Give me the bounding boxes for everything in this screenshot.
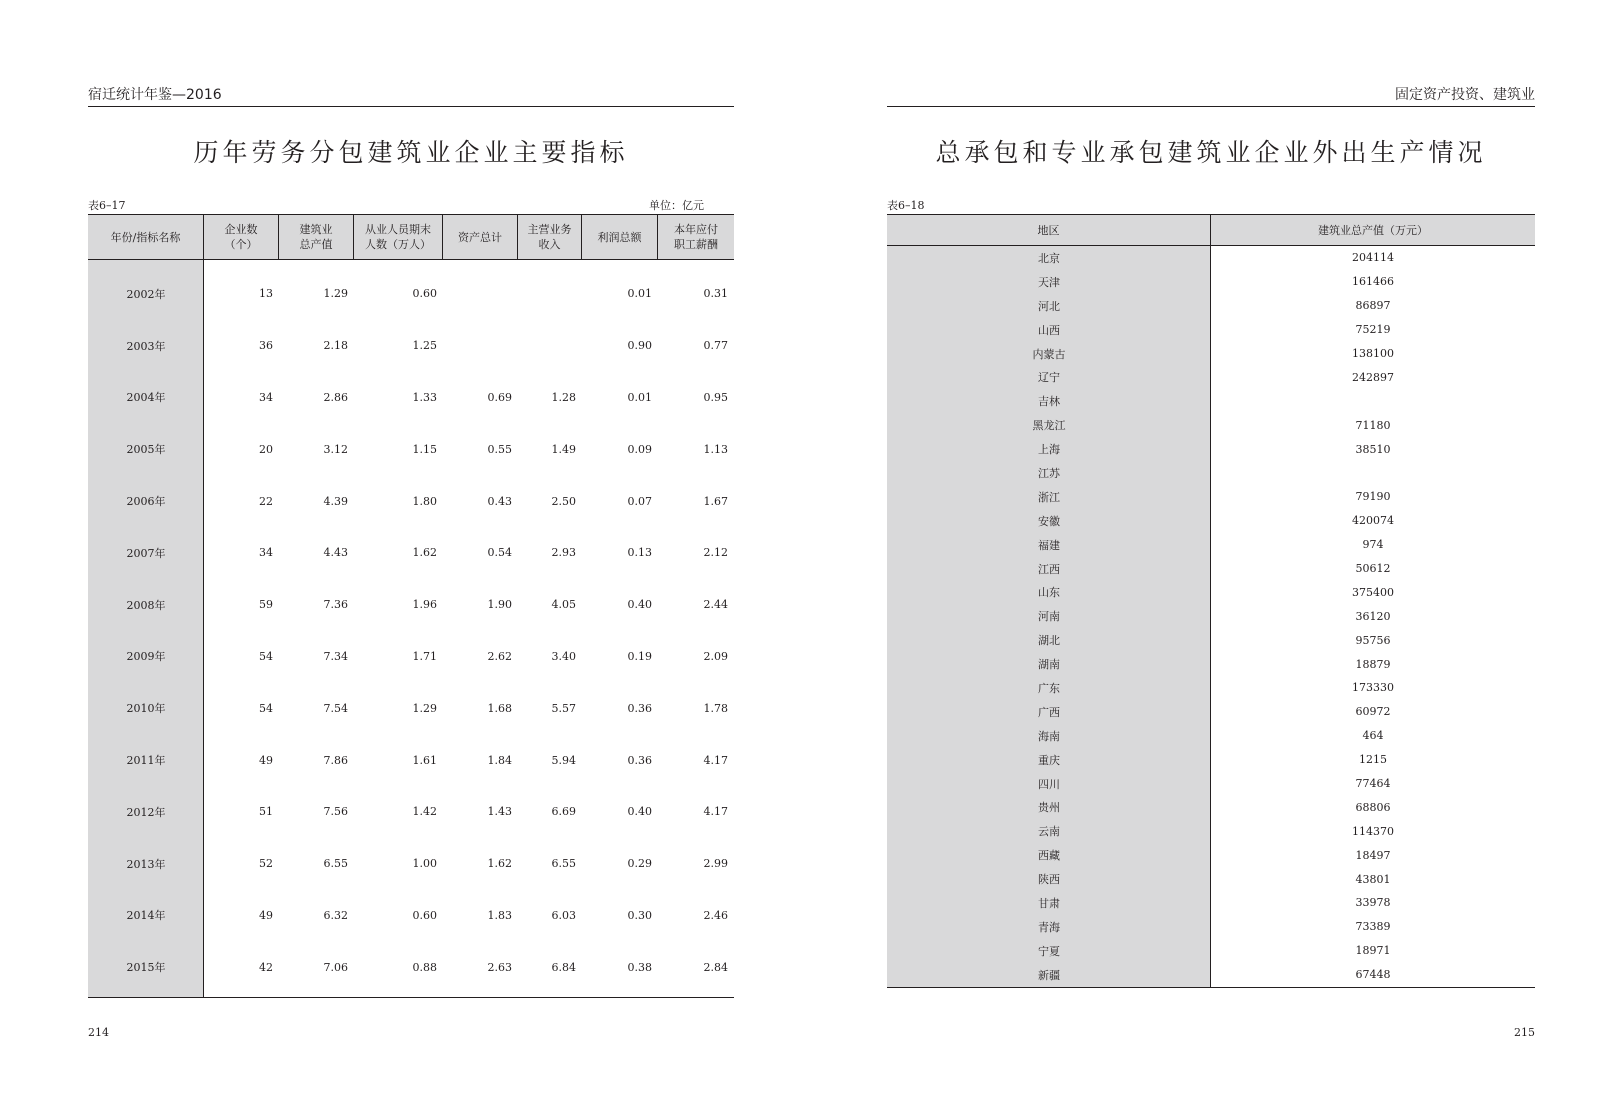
table-row bbox=[887, 795, 1535, 819]
wages-cell: 2.44 bbox=[703, 598, 728, 612]
header-assets: 资产总计 bbox=[443, 215, 518, 259]
table-row bbox=[887, 724, 1535, 748]
firms-cell: 54 bbox=[259, 701, 273, 715]
staff-cell: 1.96 bbox=[412, 598, 437, 612]
table-row bbox=[887, 461, 1535, 485]
revenue-cell: 2.50 bbox=[551, 494, 576, 508]
region-cell: 贵州 bbox=[1038, 801, 1060, 815]
page-number-left: 214 bbox=[88, 1026, 109, 1039]
revenue-cell: 6.55 bbox=[551, 857, 576, 871]
table-title-right: 总承包和专业承包建筑业企业外出生产情况 bbox=[935, 138, 1487, 167]
profit-cell: 0.07 bbox=[627, 494, 652, 508]
firms-cell: 13 bbox=[259, 287, 273, 301]
output-cell: 6.32 bbox=[323, 908, 348, 922]
profit-cell: 0.90 bbox=[627, 339, 652, 353]
table-row bbox=[887, 748, 1535, 772]
output-value-cell: 36120 bbox=[1355, 609, 1391, 623]
table-row bbox=[887, 700, 1535, 724]
running-head-right: 固定资产投资、建筑业 bbox=[887, 84, 1535, 107]
table-row bbox=[887, 437, 1535, 461]
region-cell: 江苏 bbox=[1038, 466, 1060, 480]
region-cell: 天津 bbox=[1038, 275, 1060, 289]
profit-cell: 0.29 bbox=[627, 857, 652, 871]
profit-cell: 0.01 bbox=[627, 390, 652, 404]
table-row bbox=[887, 676, 1535, 700]
staff-cell: 1.71 bbox=[412, 649, 437, 663]
region-cell: 北京 bbox=[1038, 251, 1060, 265]
region-cell: 广东 bbox=[1038, 681, 1060, 695]
table-row bbox=[887, 342, 1535, 366]
year-cell: 2012年 bbox=[126, 805, 166, 819]
header-output: 建筑业 总产值 bbox=[279, 215, 354, 259]
wages-cell: 2.99 bbox=[703, 857, 728, 871]
wages-cell: 1.67 bbox=[703, 494, 728, 508]
table-row bbox=[887, 843, 1535, 867]
running-head-left: 宿迁统计年鉴—2016 bbox=[88, 84, 734, 107]
wages-cell: 2.84 bbox=[703, 960, 728, 974]
output-cell: 2.18 bbox=[323, 339, 348, 353]
output-value-cell: 161466 bbox=[1352, 275, 1394, 289]
assets-cell: 1.90 bbox=[487, 598, 512, 612]
table-row bbox=[88, 579, 734, 631]
assets-cell: 1.84 bbox=[487, 753, 512, 767]
indicators-table bbox=[88, 214, 734, 998]
wages-cell: 4.17 bbox=[703, 805, 728, 819]
output-value-cell: 173330 bbox=[1352, 681, 1394, 695]
revenue-cell: 2.93 bbox=[551, 546, 576, 560]
firms-cell: 54 bbox=[259, 649, 273, 663]
output-value-cell: 75219 bbox=[1355, 323, 1391, 337]
region-cell: 四川 bbox=[1038, 777, 1060, 791]
region-cell: 辽宁 bbox=[1038, 371, 1060, 385]
table-row bbox=[887, 652, 1535, 676]
region-cell: 吉林 bbox=[1038, 395, 1060, 409]
table-row bbox=[887, 413, 1535, 437]
table-row bbox=[887, 628, 1535, 652]
header-year: 年份/指标名称 bbox=[88, 215, 204, 259]
table-row bbox=[88, 631, 734, 683]
wages-cell: 0.31 bbox=[703, 287, 728, 301]
table-row bbox=[887, 294, 1535, 318]
table-row bbox=[887, 270, 1535, 294]
year-cell: 2003年 bbox=[126, 339, 166, 353]
output-value-cell: 114370 bbox=[1352, 824, 1394, 838]
region-cell: 甘肃 bbox=[1038, 896, 1060, 910]
output-value-cell: 38510 bbox=[1355, 442, 1391, 456]
right-page bbox=[887, 0, 1535, 1099]
table-row bbox=[88, 941, 734, 993]
table-row bbox=[88, 890, 734, 942]
staff-cell: 1.00 bbox=[412, 857, 437, 871]
table-row bbox=[88, 527, 734, 579]
table-row bbox=[88, 734, 734, 786]
region-cell: 西藏 bbox=[1038, 849, 1060, 863]
output-cell: 3.12 bbox=[323, 442, 348, 456]
wages-cell: 0.77 bbox=[703, 339, 728, 353]
table-row bbox=[887, 580, 1535, 604]
staff-cell: 0.60 bbox=[412, 908, 437, 922]
staff-cell: 1.15 bbox=[412, 442, 437, 456]
region-cell: 青海 bbox=[1038, 920, 1060, 934]
table-header-row bbox=[887, 215, 1535, 246]
output-value-cell: 204114 bbox=[1352, 251, 1394, 265]
assets-cell: 0.54 bbox=[487, 546, 512, 560]
firms-cell: 49 bbox=[259, 753, 273, 767]
region-cell: 云南 bbox=[1038, 825, 1060, 839]
output-value-cell: 974 bbox=[1362, 538, 1384, 552]
firms-cell: 42 bbox=[259, 960, 273, 974]
staff-cell: 0.60 bbox=[412, 287, 437, 301]
table-row bbox=[887, 533, 1535, 557]
page-number-right: 215 bbox=[1514, 1026, 1535, 1039]
table-row bbox=[88, 268, 734, 320]
header-region: 地区 bbox=[887, 215, 1211, 245]
table-row bbox=[887, 389, 1535, 413]
profit-cell: 0.09 bbox=[627, 442, 652, 456]
table-title-left: 历年劳务分包建筑业企业主要指标 bbox=[193, 138, 629, 167]
header-firms: 企业数 （个） bbox=[204, 215, 279, 259]
region-cell: 陕西 bbox=[1038, 873, 1060, 887]
firms-cell: 52 bbox=[259, 857, 273, 871]
table-number-left: 表6–17 bbox=[88, 199, 126, 212]
table-number-right: 表6–18 bbox=[887, 199, 925, 212]
regional-output-table bbox=[887, 214, 1535, 988]
assets-cell: 1.83 bbox=[487, 908, 512, 922]
assets-cell: 1.62 bbox=[487, 857, 512, 871]
staff-cell: 1.33 bbox=[412, 390, 437, 404]
left-page bbox=[88, 0, 734, 1099]
unit-label: 单位：亿元 bbox=[649, 199, 704, 212]
header-staff: 从业人员期末 人数（万人） bbox=[354, 215, 443, 259]
region-cell: 重庆 bbox=[1038, 753, 1060, 767]
table-row bbox=[887, 485, 1535, 509]
output-cell: 7.06 bbox=[323, 960, 348, 974]
region-cell: 浙江 bbox=[1038, 490, 1060, 504]
year-cell: 2007年 bbox=[126, 546, 166, 560]
revenue-cell: 6.69 bbox=[551, 805, 576, 819]
table-row bbox=[887, 509, 1535, 533]
year-cell: 2005年 bbox=[126, 443, 166, 457]
region-cell: 江西 bbox=[1038, 562, 1060, 576]
output-cell: 1.29 bbox=[323, 287, 348, 301]
profit-cell: 0.13 bbox=[627, 546, 652, 560]
firms-cell: 34 bbox=[259, 546, 273, 560]
year-cell: 2008年 bbox=[126, 598, 166, 612]
profit-cell: 0.40 bbox=[627, 805, 652, 819]
header-revenue: 主营业务 收入 bbox=[518, 215, 582, 259]
profit-cell: 0.38 bbox=[627, 960, 652, 974]
firms-cell: 22 bbox=[259, 494, 273, 508]
year-cell: 2014年 bbox=[126, 909, 166, 923]
output-cell: 2.86 bbox=[323, 390, 348, 404]
output-value-cell: 86897 bbox=[1355, 299, 1391, 313]
firms-cell: 59 bbox=[259, 598, 273, 612]
output-cell: 7.86 bbox=[323, 753, 348, 767]
table-row bbox=[887, 557, 1535, 581]
year-cell: 2015年 bbox=[126, 961, 166, 975]
table-row bbox=[887, 318, 1535, 342]
output-value-cell: 420074 bbox=[1352, 514, 1394, 528]
output-cell: 4.39 bbox=[323, 494, 348, 508]
table-row bbox=[88, 682, 734, 734]
wages-cell: 2.12 bbox=[703, 546, 728, 560]
output-value-cell: 95756 bbox=[1355, 633, 1391, 647]
output-value-cell: 67448 bbox=[1355, 968, 1391, 982]
revenue-cell: 6.03 bbox=[551, 908, 576, 922]
assets-cell: 0.69 bbox=[487, 390, 512, 404]
staff-cell: 1.42 bbox=[412, 805, 437, 819]
wages-cell: 2.46 bbox=[703, 908, 728, 922]
output-value-cell: 50612 bbox=[1355, 562, 1391, 576]
region-cell: 内蒙古 bbox=[1032, 347, 1066, 361]
table-row bbox=[88, 372, 734, 424]
assets-cell: 2.62 bbox=[487, 649, 512, 663]
year-cell: 2009年 bbox=[126, 650, 166, 664]
staff-cell: 1.25 bbox=[412, 339, 437, 353]
table-row bbox=[887, 915, 1535, 939]
revenue-cell: 3.40 bbox=[551, 649, 576, 663]
profit-cell: 0.36 bbox=[627, 701, 652, 715]
region-cell: 河北 bbox=[1038, 299, 1060, 313]
staff-cell: 1.62 bbox=[412, 546, 437, 560]
firms-cell: 49 bbox=[259, 908, 273, 922]
region-cell: 海南 bbox=[1038, 729, 1060, 743]
region-cell: 湖北 bbox=[1038, 634, 1060, 648]
region-cell: 黑龙江 bbox=[1032, 419, 1066, 433]
revenue-cell: 5.94 bbox=[551, 753, 576, 767]
table-header-row bbox=[88, 215, 734, 260]
region-cell: 山西 bbox=[1038, 323, 1060, 337]
wages-cell: 1.78 bbox=[703, 701, 728, 715]
region-cell: 湖南 bbox=[1038, 658, 1060, 672]
profit-cell: 0.01 bbox=[627, 287, 652, 301]
table-row bbox=[88, 423, 734, 475]
output-cell: 4.43 bbox=[323, 546, 348, 560]
profit-cell: 0.36 bbox=[627, 753, 652, 767]
table-row bbox=[887, 604, 1535, 628]
region-cell: 安徽 bbox=[1038, 514, 1060, 528]
year-cell: 2011年 bbox=[126, 754, 166, 768]
year-cell: 2002年 bbox=[126, 287, 166, 301]
profit-cell: 0.19 bbox=[627, 649, 652, 663]
output-cell: 7.36 bbox=[323, 598, 348, 612]
output-value-cell: 138100 bbox=[1352, 347, 1394, 360]
table-body bbox=[887, 246, 1535, 987]
table-row bbox=[887, 867, 1535, 891]
output-value-cell: 18879 bbox=[1355, 657, 1391, 671]
table-row bbox=[88, 475, 734, 527]
region-cell: 福建 bbox=[1038, 538, 1060, 552]
assets-cell: 0.43 bbox=[487, 494, 512, 508]
output-value-cell: 464 bbox=[1362, 729, 1384, 743]
year-cell: 2004年 bbox=[126, 391, 166, 405]
assets-cell: 2.63 bbox=[487, 960, 512, 974]
output-value-cell: 73389 bbox=[1355, 920, 1391, 934]
table-row bbox=[887, 819, 1535, 843]
output-value-cell: 68806 bbox=[1355, 800, 1391, 814]
output-value-cell: 60972 bbox=[1355, 705, 1391, 719]
firms-cell: 34 bbox=[259, 390, 273, 404]
output-cell: 7.54 bbox=[323, 701, 348, 715]
output-cell: 7.56 bbox=[323, 805, 348, 819]
region-cell: 宁夏 bbox=[1038, 944, 1060, 958]
year-cell: 2013年 bbox=[126, 857, 166, 871]
table-row bbox=[887, 246, 1535, 270]
staff-cell: 1.29 bbox=[412, 701, 437, 715]
region-cell: 上海 bbox=[1038, 443, 1060, 457]
firms-cell: 36 bbox=[259, 339, 273, 353]
output-value-cell: 1215 bbox=[1359, 753, 1387, 767]
header-output-value: 建筑业总产值（万元） bbox=[1318, 224, 1428, 237]
output-value-cell: 242897 bbox=[1352, 370, 1394, 384]
table-row bbox=[887, 772, 1535, 796]
assets-cell: 1.43 bbox=[487, 805, 512, 819]
output-value-cell: 79190 bbox=[1355, 490, 1391, 504]
revenue-cell: 1.28 bbox=[551, 390, 576, 404]
staff-cell: 1.80 bbox=[412, 494, 437, 508]
header-profit: 利润总额 bbox=[582, 215, 658, 259]
table-row bbox=[887, 939, 1535, 963]
wages-cell: 1.13 bbox=[703, 442, 728, 456]
wages-cell: 0.95 bbox=[703, 390, 728, 404]
table-row bbox=[887, 365, 1535, 389]
profit-cell: 0.30 bbox=[627, 908, 652, 922]
wages-cell: 4.17 bbox=[703, 753, 728, 767]
output-value-cell: 77464 bbox=[1355, 777, 1391, 791]
output-value-cell: 18971 bbox=[1355, 944, 1391, 958]
table-row bbox=[887, 963, 1535, 987]
assets-cell: 1.68 bbox=[487, 701, 512, 715]
region-cell: 新疆 bbox=[1038, 968, 1060, 982]
wages-cell: 2.09 bbox=[703, 649, 728, 663]
output-value-cell: 375400 bbox=[1352, 585, 1394, 599]
output-cell: 6.55 bbox=[323, 857, 348, 871]
revenue-cell: 4.05 bbox=[551, 598, 576, 612]
revenue-cell: 1.49 bbox=[551, 442, 576, 456]
output-value-cell: 71180 bbox=[1355, 418, 1391, 432]
header-wages: 本年应付 职工薪酬 bbox=[674, 223, 718, 251]
profit-cell: 0.40 bbox=[627, 598, 652, 612]
table-row bbox=[88, 320, 734, 372]
year-cell: 2006年 bbox=[126, 495, 166, 509]
firms-cell: 20 bbox=[259, 442, 273, 456]
table-row bbox=[887, 891, 1535, 915]
year-cell: 2010年 bbox=[126, 702, 166, 716]
revenue-cell: 5.57 bbox=[551, 701, 576, 715]
staff-cell: 1.61 bbox=[412, 753, 437, 767]
region-cell: 河南 bbox=[1038, 610, 1060, 624]
output-value-cell: 18497 bbox=[1355, 848, 1391, 862]
revenue-cell: 6.84 bbox=[551, 960, 576, 974]
output-cell: 7.34 bbox=[323, 649, 348, 663]
table-row bbox=[88, 838, 734, 890]
output-value-cell: 33978 bbox=[1355, 896, 1391, 910]
table-row bbox=[88, 786, 734, 838]
firms-cell: 51 bbox=[259, 805, 273, 819]
output-value-cell: 43801 bbox=[1355, 872, 1391, 886]
assets-cell: 0.55 bbox=[487, 442, 512, 456]
staff-cell: 0.88 bbox=[412, 960, 437, 974]
table-body bbox=[88, 260, 734, 997]
region-cell: 山东 bbox=[1038, 586, 1060, 600]
region-cell: 广西 bbox=[1038, 705, 1060, 719]
